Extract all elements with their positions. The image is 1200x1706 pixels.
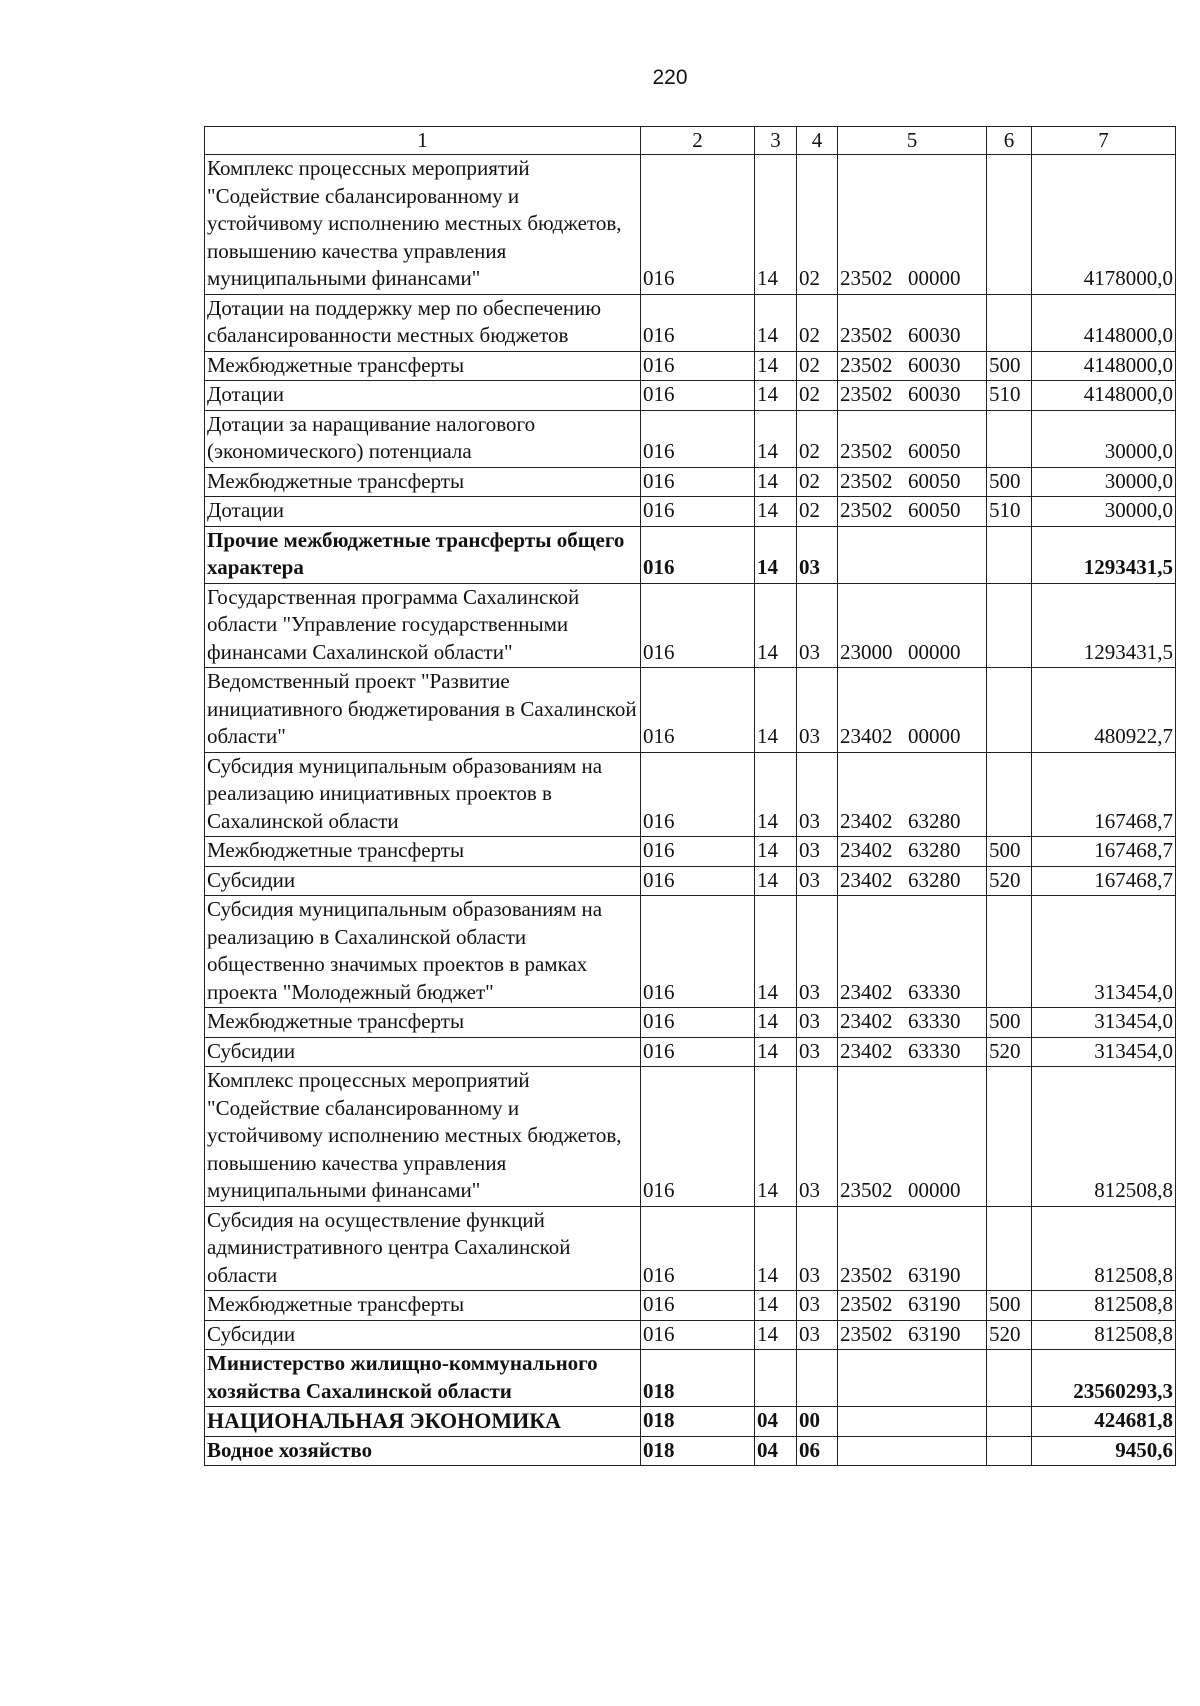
- row-name-cell: Дотации: [205, 497, 641, 527]
- header-row: [205, 127, 1176, 155]
- table-row: [205, 467, 1176, 497]
- section-code-cell: 14: [755, 497, 797, 527]
- budget-table: [204, 126, 1176, 1466]
- grbs-code-cell: 016: [641, 497, 755, 527]
- section-code-cell: 14: [755, 668, 797, 753]
- subsection-code-cell: 03: [797, 1008, 838, 1038]
- target-article-program-code: 23402: [840, 724, 893, 748]
- target-article-direction-code: 00000: [908, 639, 961, 664]
- target-article-cell: [838, 467, 987, 497]
- target-article-program-code: 23502: [840, 1178, 893, 1202]
- expense-type-cell: [987, 896, 1032, 1008]
- target-article-direction-code: 60030: [908, 352, 961, 377]
- section-code-cell: 14: [755, 896, 797, 1008]
- target-article-program-code: 23502: [840, 382, 893, 406]
- table-row: [205, 155, 1176, 295]
- grbs-code-cell: 016: [641, 837, 755, 867]
- table-row: [205, 1008, 1176, 1038]
- header-col-6: 6: [987, 127, 1032, 155]
- grbs-code-cell: 018: [641, 1350, 755, 1407]
- table-row: [205, 1436, 1176, 1466]
- expense-type-cell: 510: [987, 381, 1032, 411]
- subsection-code-cell: 02: [797, 410, 838, 467]
- amount-cell: 812508,8: [1032, 1291, 1176, 1321]
- grbs-code-cell: 016: [641, 155, 755, 295]
- grbs-code-cell: 016: [641, 1206, 755, 1291]
- amount-cell: 424681,8: [1032, 1407, 1176, 1437]
- table-row: [205, 1291, 1176, 1321]
- target-article-cell: [838, 381, 987, 411]
- section-code-cell: 04: [755, 1407, 797, 1437]
- target-article-cell: [838, 866, 987, 896]
- target-article-cell: [838, 668, 987, 753]
- target-article-cell: [838, 1320, 987, 1350]
- target-article-cell: [838, 1206, 987, 1291]
- target-article-program-code: 23502: [840, 1321, 893, 1346]
- target-article-cell: [838, 410, 987, 467]
- grbs-code-cell: 016: [641, 896, 755, 1008]
- row-name-cell: Субсидии: [205, 1037, 641, 1067]
- subsection-code-cell: 03: [797, 1067, 838, 1207]
- subsection-code-cell: 03: [797, 837, 838, 867]
- target-article-program-code: 23502: [840, 323, 893, 347]
- table-row: [205, 497, 1176, 527]
- table-row: [205, 381, 1176, 411]
- grbs-code-cell: 016: [641, 866, 755, 896]
- amount-cell: 4178000,0: [1032, 155, 1176, 295]
- expense-type-cell: [987, 1350, 1032, 1407]
- target-article-program-code: 23502: [840, 1292, 893, 1316]
- target-article-direction-code: 63330: [908, 1009, 961, 1033]
- target-article-direction-code: 63280: [908, 867, 961, 892]
- target-article-direction-code: 60050: [908, 439, 961, 463]
- target-article-direction-code: 63190: [908, 1321, 961, 1346]
- subsection-code-cell: 02: [797, 351, 838, 381]
- target-article-direction-code: 00000: [908, 1178, 961, 1202]
- subsection-code-cell: 03: [797, 1291, 838, 1321]
- expense-type-cell: [987, 294, 1032, 351]
- grbs-code-cell: 018: [641, 1407, 755, 1437]
- target-article-cell: [838, 1350, 987, 1407]
- expense-type-cell: 500: [987, 1291, 1032, 1321]
- target-article-direction-code: 00000: [908, 724, 961, 748]
- section-code-cell: 14: [755, 467, 797, 497]
- subsection-code-cell: 02: [797, 294, 838, 351]
- amount-cell: 167468,7: [1032, 866, 1176, 896]
- row-name-cell: Межбюджетные трансферты: [205, 837, 641, 867]
- target-article-program-code: 23402: [840, 867, 893, 892]
- subsection-code-cell: 03: [797, 1037, 838, 1067]
- amount-cell: 167468,7: [1032, 837, 1176, 867]
- target-article-program-code: 23502: [840, 1262, 893, 1287]
- section-code-cell: 14: [755, 1037, 797, 1067]
- table-row: [205, 526, 1176, 583]
- amount-cell: 30000,0: [1032, 467, 1176, 497]
- target-article-direction-code: 00000: [908, 266, 961, 290]
- target-article-cell: [838, 526, 987, 583]
- target-article-cell: [838, 497, 987, 527]
- section-code-cell: 14: [755, 583, 797, 668]
- grbs-code-cell: 016: [641, 526, 755, 583]
- row-name-cell: Субсидии: [205, 866, 641, 896]
- subsection-code-cell: 03: [797, 866, 838, 896]
- target-article-program-code: 23502: [840, 266, 893, 290]
- amount-cell: 812508,8: [1032, 1206, 1176, 1291]
- target-article-program-code: 23502: [840, 468, 893, 493]
- expense-type-cell: 520: [987, 1320, 1032, 1350]
- expense-type-cell: [987, 1067, 1032, 1207]
- amount-cell: 812508,8: [1032, 1320, 1176, 1350]
- section-code-cell: 14: [755, 752, 797, 837]
- subsection-code-cell: 02: [797, 155, 838, 295]
- target-article-program-code: 23502: [840, 439, 893, 463]
- target-article-cell: [838, 1067, 987, 1207]
- subsection-code-cell: 03: [797, 1206, 838, 1291]
- section-code-cell: 14: [755, 1320, 797, 1350]
- section-code-cell: 14: [755, 1291, 797, 1321]
- amount-cell: 4148000,0: [1032, 381, 1176, 411]
- row-name-cell: Субсидия муниципальным образованиям на реализацию в Сахалинской области общественно значимых проектов в рамках проекта "Молодежный бюджет": [205, 896, 641, 1008]
- row-name-cell: Министерство жилищно-коммунального хозяйства Сахалинской области: [205, 1350, 641, 1407]
- target-article-direction-code: 63330: [908, 979, 961, 1004]
- header-col-1: 1: [205, 127, 641, 155]
- row-name-cell: Межбюджетные трансферты: [205, 467, 641, 497]
- grbs-code-cell: 016: [641, 1037, 755, 1067]
- target-article-cell: [838, 1008, 987, 1038]
- grbs-code-cell: 016: [641, 351, 755, 381]
- amount-cell: 313454,0: [1032, 1008, 1176, 1038]
- row-name-cell: Дотации: [205, 381, 641, 411]
- amount-cell: 4148000,0: [1032, 351, 1176, 381]
- grbs-code-cell: 018: [641, 1436, 755, 1466]
- expense-type-cell: 500: [987, 1008, 1032, 1038]
- target-article-direction-code: 60050: [908, 498, 961, 522]
- subsection-code-cell: 02: [797, 467, 838, 497]
- target-article-cell: [838, 837, 987, 867]
- target-article-program-code: 23402: [840, 1009, 893, 1033]
- row-name-cell: Субсидии: [205, 1320, 641, 1350]
- expense-type-cell: [987, 1407, 1032, 1437]
- target-article-cell: [838, 896, 987, 1008]
- row-name-cell: Межбюджетные трансферты: [205, 351, 641, 381]
- table-row: [205, 294, 1176, 351]
- table-row: [205, 1067, 1176, 1207]
- amount-cell: 9450,6: [1032, 1436, 1176, 1466]
- grbs-code-cell: 016: [641, 410, 755, 467]
- table-body: [205, 155, 1176, 1466]
- target-article-direction-code: 63190: [908, 1292, 961, 1316]
- subsection-code-cell: 03: [797, 1320, 838, 1350]
- expense-type-cell: [987, 1206, 1032, 1291]
- section-code-cell: 14: [755, 381, 797, 411]
- amount-cell: 480922,7: [1032, 668, 1176, 753]
- row-name-cell: Водное хозяйство: [205, 1436, 641, 1466]
- section-code-cell: 14: [755, 866, 797, 896]
- target-article-direction-code: 63330: [908, 1038, 961, 1063]
- expense-type-cell: [987, 583, 1032, 668]
- target-article-cell: [838, 351, 987, 381]
- target-article-program-code: 23502: [840, 498, 893, 522]
- table-row: [205, 583, 1176, 668]
- target-article-program-code: 23502: [840, 352, 893, 377]
- section-code-cell: 14: [755, 351, 797, 381]
- row-name-cell: Комплекс процессных мероприятий "Содействие сбалансированному и устойчивому исполнению местных бюджетов, повышению качества управления муниципальными финансами": [205, 1067, 641, 1207]
- row-name-cell: Межбюджетные трансферты: [205, 1291, 641, 1321]
- section-code-cell: 14: [755, 1206, 797, 1291]
- amount-cell: 30000,0: [1032, 410, 1176, 467]
- target-article-program-code: 23402: [840, 808, 893, 833]
- target-article-program-code: 23402: [840, 838, 893, 862]
- subsection-code-cell: 03: [797, 668, 838, 753]
- section-code-cell: 04: [755, 1436, 797, 1466]
- table-row: [205, 1037, 1176, 1067]
- table-row: [205, 351, 1176, 381]
- table-row: [205, 866, 1176, 896]
- subsection-code-cell: [797, 1350, 838, 1407]
- row-name-cell: Комплекс процессных мероприятий "Содействие сбалансированному и устойчивому исполнению местных бюджетов, повышению качества управления муниципальными финансами": [205, 155, 641, 295]
- expense-type-cell: [987, 410, 1032, 467]
- target-article-direction-code: 63190: [908, 1262, 961, 1287]
- grbs-code-cell: 016: [641, 467, 755, 497]
- expense-type-cell: 500: [987, 837, 1032, 867]
- table-row: [205, 410, 1176, 467]
- table-row: [205, 752, 1176, 837]
- subsection-code-cell: 03: [797, 752, 838, 837]
- expense-type-cell: 510: [987, 497, 1032, 527]
- amount-cell: 1293431,5: [1032, 583, 1176, 668]
- subsection-code-cell: 03: [797, 896, 838, 1008]
- target-article-direction-code: 60050: [908, 468, 961, 493]
- subsection-code-cell: 02: [797, 497, 838, 527]
- table-row: [205, 1320, 1176, 1350]
- row-name-cell: Дотации на поддержку мер по обеспечению сбалансированности местных бюджетов: [205, 294, 641, 351]
- grbs-code-cell: 016: [641, 668, 755, 753]
- expense-type-cell: [987, 155, 1032, 295]
- target-article-program-code: 23402: [840, 979, 893, 1004]
- amount-cell: 313454,0: [1032, 1037, 1176, 1067]
- grbs-code-cell: 016: [641, 1320, 755, 1350]
- grbs-code-cell: 016: [641, 752, 755, 837]
- header-col-7: 7: [1032, 127, 1176, 155]
- target-article-direction-code: 63280: [908, 838, 961, 862]
- target-article-cell: [838, 294, 987, 351]
- target-article-program-code: 23000: [840, 639, 893, 664]
- subsection-code-cell: 06: [797, 1436, 838, 1466]
- subsection-code-cell: 03: [797, 583, 838, 668]
- amount-cell: 1293431,5: [1032, 526, 1176, 583]
- row-name-cell: Субсидия на осуществление функций административного центра Сахалинской области: [205, 1206, 641, 1291]
- target-article-direction-code: 60030: [908, 382, 961, 406]
- section-code-cell: 14: [755, 526, 797, 583]
- section-code-cell: 14: [755, 294, 797, 351]
- table-row: [205, 896, 1176, 1008]
- section-code-cell: 14: [755, 837, 797, 867]
- target-article-cell: [838, 1291, 987, 1321]
- row-name-cell: Межбюджетные трансферты: [205, 1008, 641, 1038]
- target-article-cell: [838, 1037, 987, 1067]
- section-code-cell: 14: [755, 1008, 797, 1038]
- expense-type-cell: [987, 526, 1032, 583]
- amount-cell: 30000,0: [1032, 497, 1176, 527]
- header-col-5: 5: [838, 127, 987, 155]
- amount-cell: 23560293,3: [1032, 1350, 1176, 1407]
- page-number: 220: [652, 66, 688, 89]
- target-article-program-code: 23402: [840, 1038, 893, 1063]
- row-name-cell: Прочие межбюджетные трансферты общего характера: [205, 526, 641, 583]
- target-article-cell: [838, 155, 987, 295]
- header-col-4: 4: [797, 127, 838, 155]
- grbs-code-cell: 016: [641, 1067, 755, 1207]
- table-row: [205, 668, 1176, 753]
- row-name-cell: Дотации за наращивание налогового (экономического) потенциала: [205, 410, 641, 467]
- expense-type-cell: 520: [987, 866, 1032, 896]
- row-name-cell: НАЦИОНАЛЬНАЯ ЭКОНОМИКА: [205, 1407, 641, 1437]
- grbs-code-cell: 016: [641, 583, 755, 668]
- target-article-cell: [838, 583, 987, 668]
- expense-type-cell: [987, 1436, 1032, 1466]
- target-article-direction-code: 60030: [908, 323, 961, 347]
- grbs-code-cell: 016: [641, 381, 755, 411]
- row-name-cell: Государственная программа Сахалинской области "Управление государственными финансами Сахалинской области": [205, 583, 641, 668]
- amount-cell: 167468,7: [1032, 752, 1176, 837]
- header-col-3: 3: [755, 127, 797, 155]
- target-article-cell: [838, 1407, 987, 1437]
- expense-type-cell: 500: [987, 467, 1032, 497]
- amount-cell: 812508,8: [1032, 1067, 1176, 1207]
- subsection-code-cell: 03: [797, 526, 838, 583]
- subsection-code-cell: 00: [797, 1407, 838, 1437]
- section-code-cell: [755, 1350, 797, 1407]
- table-row: [205, 1350, 1176, 1407]
- header-col-2: 2: [641, 127, 755, 155]
- expense-type-cell: 500: [987, 351, 1032, 381]
- expense-type-cell: [987, 668, 1032, 753]
- section-code-cell: 14: [755, 155, 797, 295]
- amount-cell: 313454,0: [1032, 896, 1176, 1008]
- table-row: [205, 1407, 1176, 1437]
- grbs-code-cell: 016: [641, 1291, 755, 1321]
- expense-type-cell: [987, 752, 1032, 837]
- table-row: [205, 837, 1176, 867]
- target-article-direction-code: 63280: [908, 808, 961, 833]
- subsection-code-cell: 02: [797, 381, 838, 411]
- row-name-cell: Ведомственный проект "Развитие инициативного бюджетирования в Сахалинской области": [205, 668, 641, 753]
- amount-cell: 4148000,0: [1032, 294, 1176, 351]
- section-code-cell: 14: [755, 1067, 797, 1207]
- grbs-code-cell: 016: [641, 294, 755, 351]
- grbs-code-cell: 016: [641, 1008, 755, 1038]
- table-row: [205, 1206, 1176, 1291]
- target-article-cell: [838, 752, 987, 837]
- section-code-cell: 14: [755, 410, 797, 467]
- target-article-cell: [838, 1436, 987, 1466]
- expense-type-cell: 520: [987, 1037, 1032, 1067]
- row-name-cell: Субсидия муниципальным образованиям на реализацию инициативных проектов в Сахалинской области: [205, 752, 641, 837]
